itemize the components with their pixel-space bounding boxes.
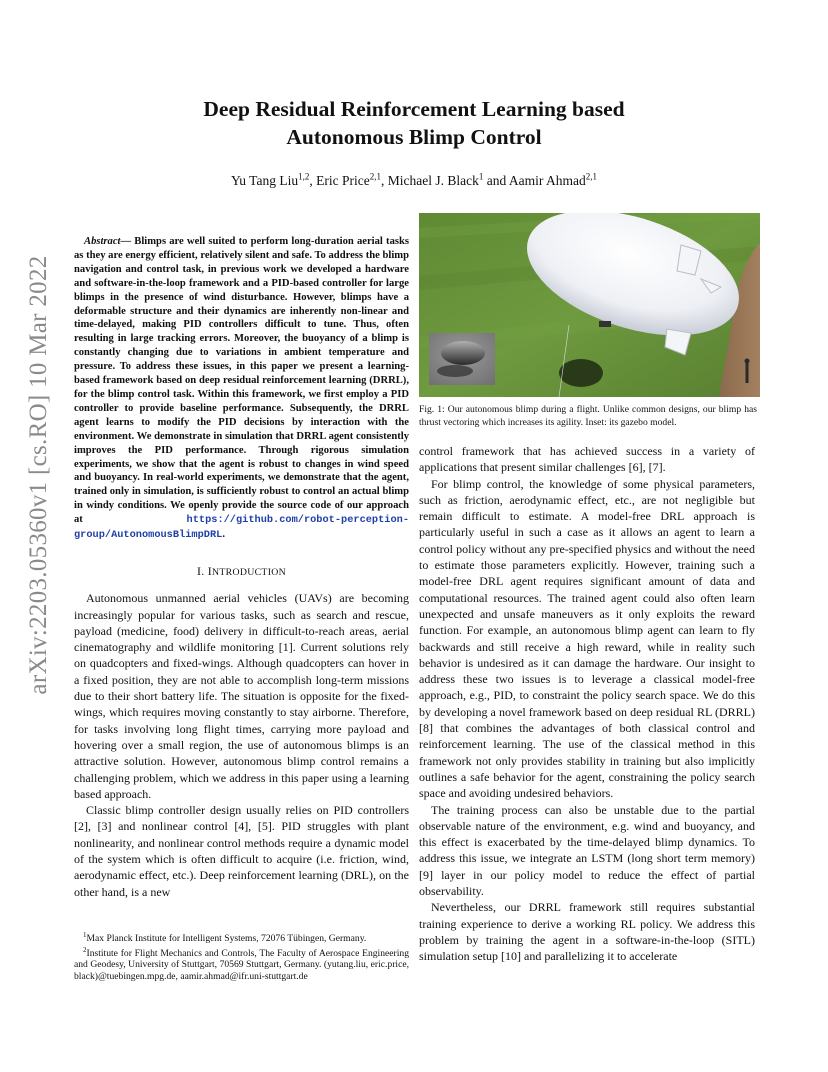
author-name: Eric Price xyxy=(316,172,370,188)
gazebo-blimp-model xyxy=(441,341,485,365)
author-list xyxy=(120,171,708,189)
abstract-text: Blimps are well suited to perform long-duration aerial tasks as they are energy efficient, relatively silent and safe. To address the blimp navigation and control task, in previous work we developed a hardware and software-in-the-loop framework and a PID-based controller for large blimps in the presence of wind disturbance. However, blimps have a deformable structure and their dynamics are inherently non-linear and time-delayed, making PID controllers difficult to tune. Thus, often resulting in large tracking errors. Moreover, the buoyancy of a blimp is constantly changing due to variations in ambient temperature and pressure. To address these issues, in this paper we present a learning-based framework based on deep residual reinforcement learning (DRRL), for the blimp control task. Within this framework, we first employ a PID controller to provide baseline performance. Subsequently, the DRRL agent learns to modify the PID decisions by interaction with the environment. We demonstrate in simulation that DRRL agent consistently improves the PID performance. Through rigorous simulation experiments, we show that the agent is robust to changes in wind speed and buoyancy. In real-world experiments, we demonstrate that the agent, trained only in simulation, is sufficiently robust to control an actual blimp in windy conditions. We openly provide the source code of our approach at xyxy=(74,236,409,526)
intro-paragraph-1: Autonomous unmanned aerial vehicles (UAVs) are becoming increasingly popular for various tasks, such as search and rescue, payload (medicine, food) delivery in difficult-to-reach areas, aerial cinematography and wildlife monitoring [1]. Current solutions rely on quadcopters and fixed-wings. Although quadcopters can hover in a fixed position, they are not able to accomplish long-term missions due to their short battery life. The situation is opposite for the fixed-wings, which requires moving constantly to stay airborne. Therefore, for tasks involving long flight times, carrying more payload and hovering over a small region, the use of autonomous blimps is an attractive solution. However, autonomous blimp control remains a challenging problem, which we address in this paper using a learning based approach. xyxy=(74,591,409,801)
title-line-1: Deep Residual Reinforcement Learning based xyxy=(203,97,625,121)
section-title-initial: I xyxy=(207,563,212,578)
abstract-end: . xyxy=(222,529,225,541)
blimp-shadow xyxy=(559,359,603,387)
author-affiliation: 2,1 xyxy=(369,171,381,181)
source-code-link[interactable]: https://github.com/robot-perception-group/AutonomousBlimpDRL xyxy=(74,514,409,542)
footnote xyxy=(74,945,409,982)
author xyxy=(388,173,509,188)
author-name: Yu Tang Liu xyxy=(231,172,299,188)
footnote xyxy=(74,930,409,945)
author-name: Aamir Ahmad xyxy=(508,172,586,188)
abstract-label: Abstract xyxy=(84,236,121,247)
paper-title xyxy=(150,95,678,151)
author xyxy=(316,173,388,188)
footnote-text: Max Planck Institute for Intelligent Systems, 72076 Tübingen, Germany. xyxy=(86,933,367,945)
section-title-rest: NTRODUCTION xyxy=(211,566,287,578)
author-separator: and xyxy=(483,172,509,188)
author xyxy=(509,173,597,188)
figure-blimp-photo xyxy=(419,213,760,397)
abstract-dash: — xyxy=(120,236,135,247)
right-paragraph-4: Nevertheless, our DRRL framework still requires substantial training experience to derive a working RL policy. We address this problem by training the agent in a software-in-the-loop (SITL) simulation setup [10] and parallelizing it to accelerate xyxy=(419,900,755,964)
right-paragraph-1: control framework that has achieved success in a variety of applications that present similar challenges [6], [7]. xyxy=(419,444,755,475)
author-name: Michael J. Black xyxy=(387,172,479,188)
author-separator: , xyxy=(380,172,388,188)
author-affiliation: 2,1 xyxy=(585,171,597,181)
arxiv-identifier: arXiv:2203.05360v1 [cs.RO] 10 Mar 2022 xyxy=(25,255,52,695)
intro-paragraph-2: Classic blimp controller design usually relies on PID controllers [2], [3] and nonlinear control [4], [5]. PID struggles with plant nonlinearity, and nonlinear control methods require a dynamic model of the system which is often difficult to acquire (i.e. friction, wind, aerodynamic effect, etc.). Deep reinforcement learning (DRL), on the other hand, is a new xyxy=(74,803,409,899)
footnotes xyxy=(74,930,409,982)
figure-caption: Fig. 1: Our autonomous blimp during a flight. Unlike common designs, our blimp has thrust vectoring which increases its agility. Inset: its gazebo model. xyxy=(419,404,757,428)
author xyxy=(231,173,316,188)
abstract xyxy=(74,235,409,543)
footnote-mark: 2 xyxy=(83,945,87,954)
author-affiliation: 1,2 xyxy=(298,171,310,181)
blimp-gondola xyxy=(599,321,611,327)
author-affiliation: 1 xyxy=(478,171,484,181)
right-column xyxy=(419,443,755,965)
footnote-text: Institute for Flight Mechanics and Controls, The Faculty of Aerospace Engineering and Geodesy, University of Stuttgart, 70569 Stuttgart, Germany. (yutang.liu, eric.price, black)@tuebingen.mpg.de, aamir.ahmad@ifr.uni-stuttgart.de xyxy=(74,947,409,982)
right-paragraph-2: For blimp control, the knowledge of some physical parameters, such as friction, aerodynamic effect, etc., are not negligible but remain difficult to estimate. A model-free DRL approach is particularly useful in such a case as it allows an agent to learn a control policy without any pre-specified physics and without the need to estimate those parameters explicitly. However, training such a model-free DRL agent requires significant amount of data and computational resources. The trained agent could also often learn unexpected and unsafe maneuvers as it only exploits the reward function. For example, an autonomous blimp agent can learn to fly backwards and still receive a high reward, while in reality such behavior is undesired as it can damage the hardware. Our insight to address these two issues is to leverage a classical model-free approach, e.g., PID, to constraint the policy search space. We do this by developing a novel framework based on deep residual RL (DRRL) [8] that combines the advantages of both classical control and reinforcement learning. The use of the classical method in this framework not only provides stability in training but also implicitly outlines a safe behavior for the agent, constraining the policy search space and avoiding undesired behaviors. xyxy=(419,476,755,801)
footnote-mark: 1 xyxy=(83,931,87,939)
arxiv-stamp xyxy=(8,0,70,1072)
blimp-photo xyxy=(419,213,760,397)
section-heading-introduction xyxy=(74,563,409,581)
author-separator: , xyxy=(309,172,317,188)
title-line-2: Autonomous Blimp Control xyxy=(286,125,542,149)
right-paragraph-3: The training process can also be unstable due to the partial observable nature of the environment, e.g. wind and buoyancy, and this effect is exacerbated by the time-delayed blimp dynamics. To address this issue, we integrate an LSTM (long short term memory) [9] layer in our policy model to reduce the effect of partial observability. xyxy=(419,802,755,899)
section-number: I. xyxy=(196,563,208,578)
left-column xyxy=(74,235,409,900)
